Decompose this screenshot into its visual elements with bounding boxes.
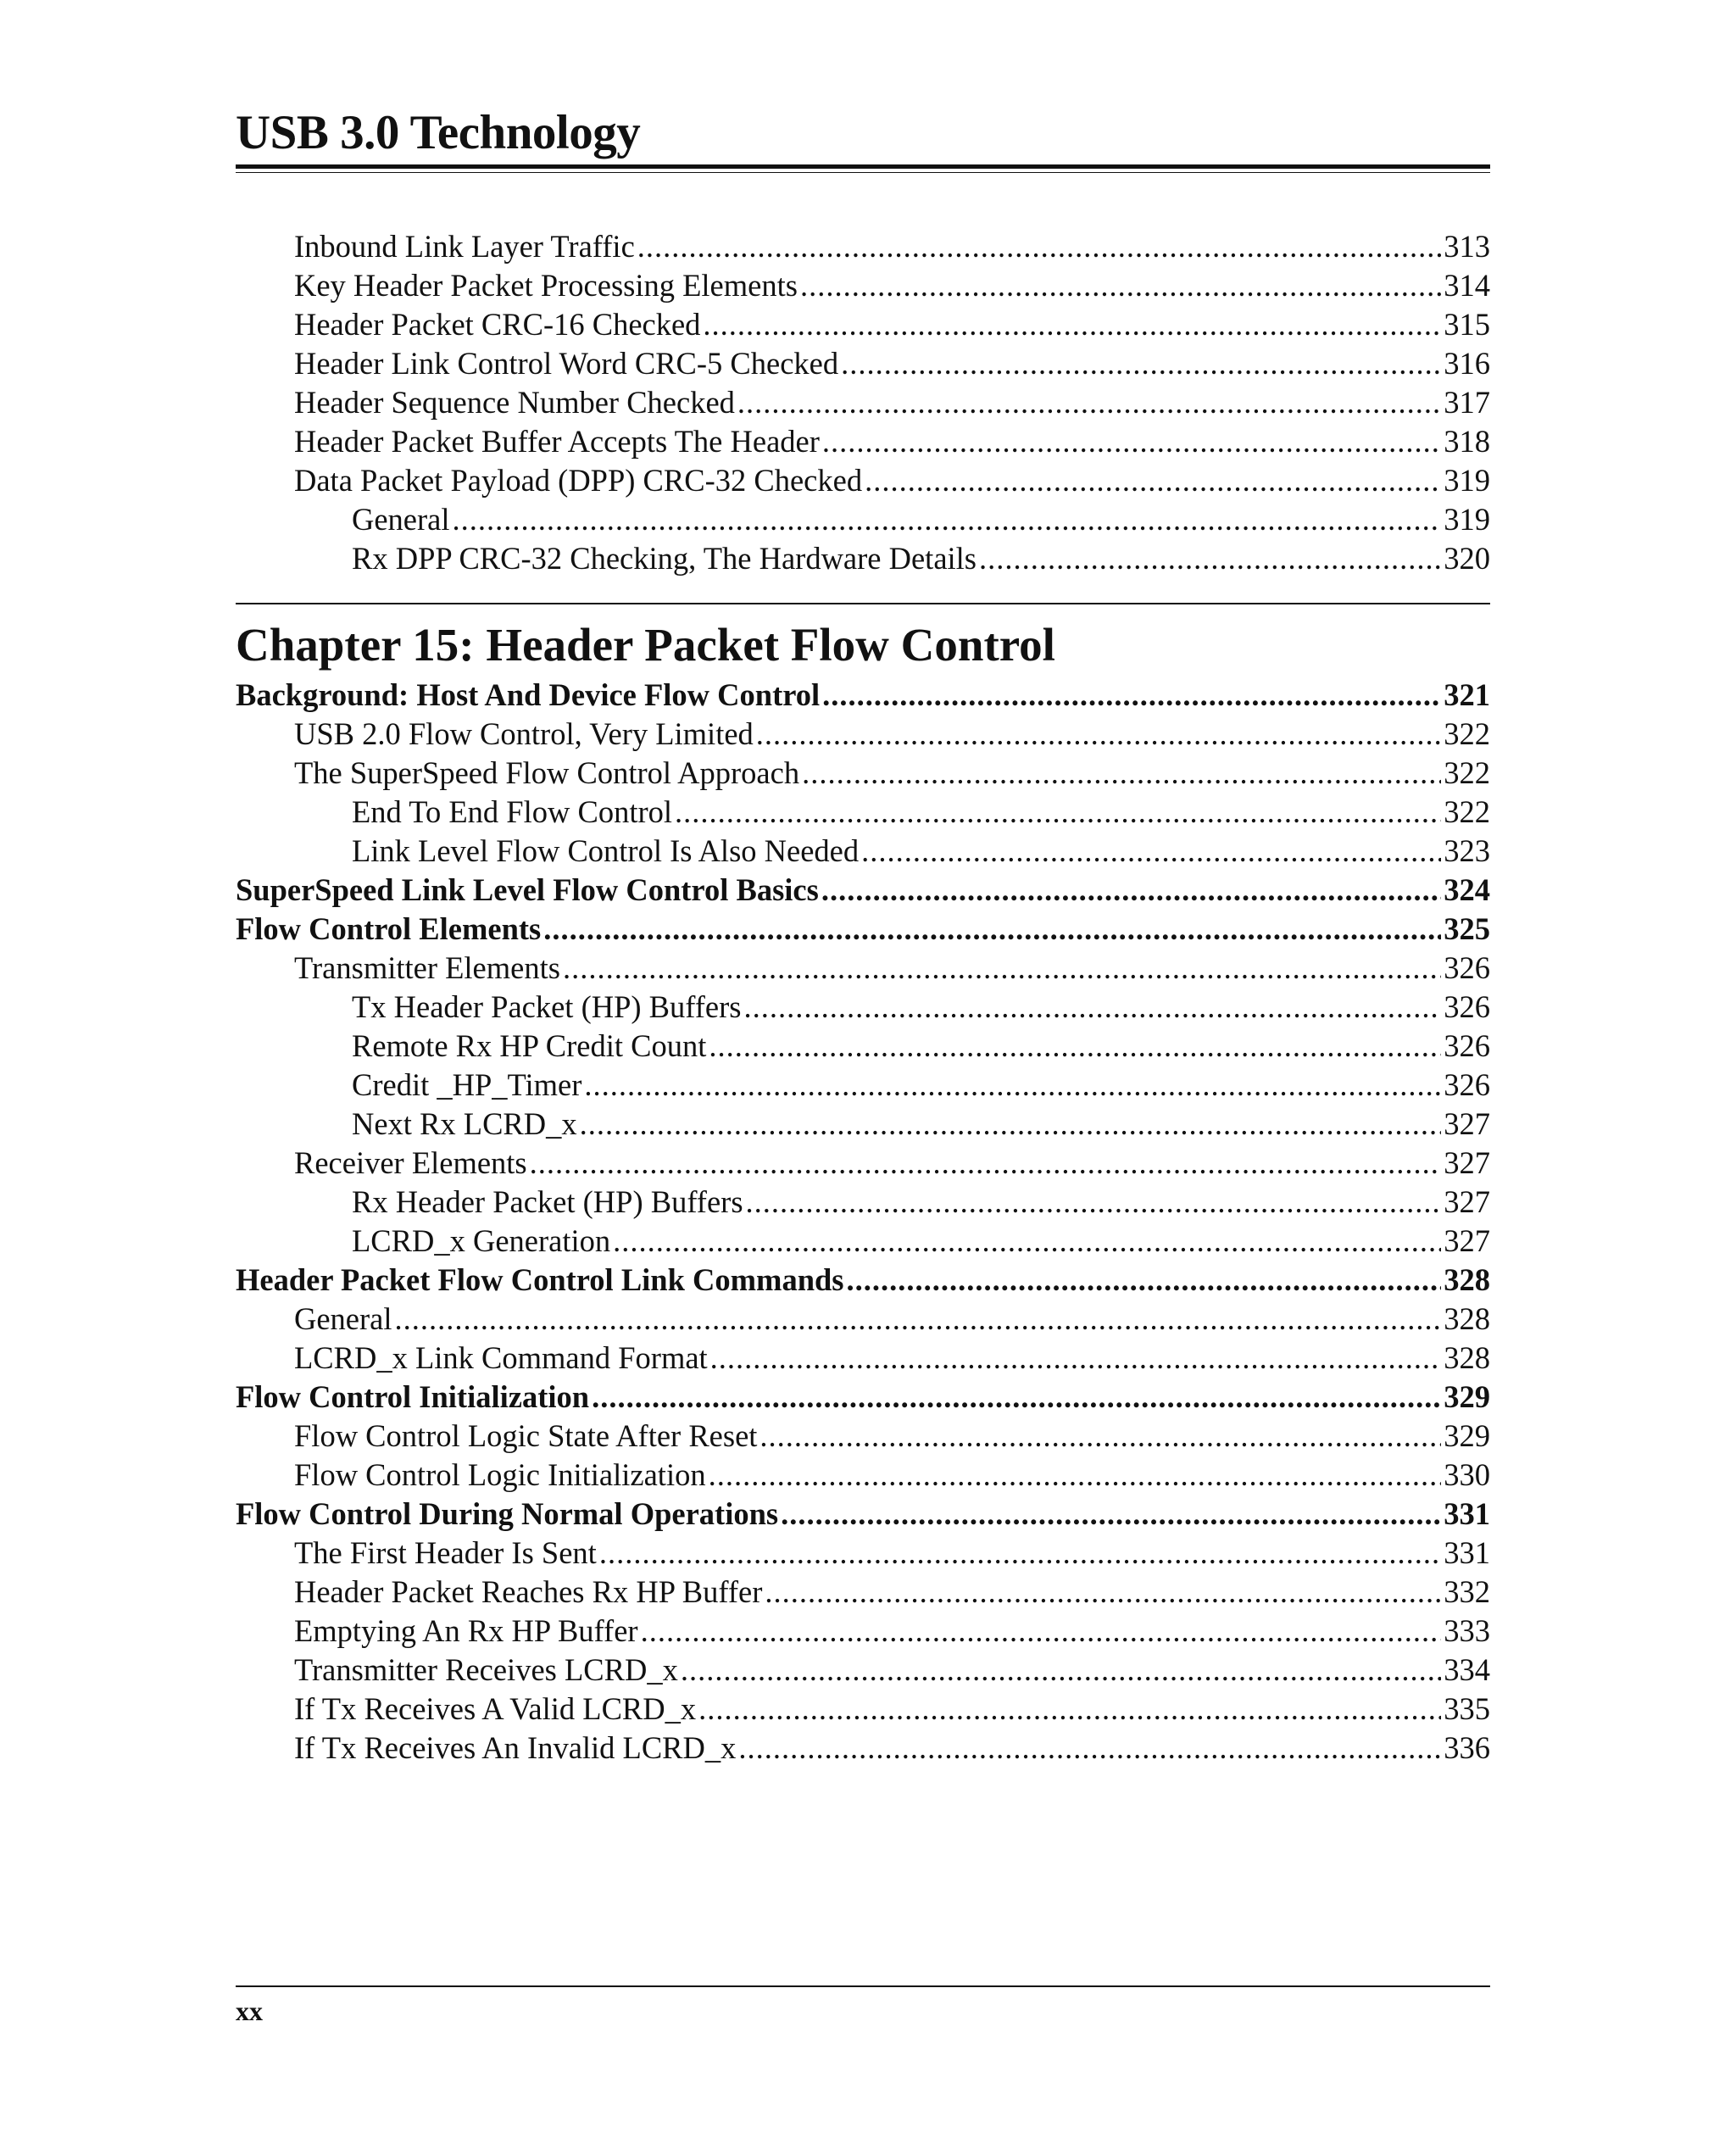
dot-leader (737, 383, 1441, 422)
dot-leader (710, 1339, 1442, 1378)
toc-entry-page: 333 (1444, 1613, 1490, 1648)
toc-entry-title: Credit _HP_Timer (352, 1067, 582, 1102)
toc-entry (236, 1183, 1490, 1222)
dot-leader (580, 1105, 1442, 1144)
chapter-title: Chapter 15: Header Packet Flow Control (236, 619, 1055, 671)
toc-entry (236, 344, 1490, 383)
toc-entry-page: 314 (1444, 268, 1490, 303)
toc-entry (236, 1027, 1490, 1066)
toc-entry-page: 328 (1444, 1301, 1490, 1336)
toc-entry-title: General (352, 502, 450, 537)
toc-entry-title: General (294, 1301, 392, 1336)
dot-leader (637, 227, 1441, 266)
toc-entry-page: 328 (1444, 1262, 1490, 1297)
toc-entry (236, 910, 1490, 949)
toc-entry (236, 1339, 1490, 1378)
toc-entry-page: 320 (1444, 541, 1490, 576)
toc-entry-title: If Tx Receives A Valid LCRD_x (294, 1691, 697, 1726)
toc-entry-title: If Tx Receives An Invalid LCRD_x (294, 1730, 737, 1765)
dot-leader (681, 1651, 1441, 1690)
toc-entry-title: USB 2.0 Flow Control, Very Limited (294, 716, 754, 751)
toc-entry-title: Transmitter Receives LCRD_x (294, 1652, 678, 1687)
toc-entry-title: Rx Header Packet (HP) Buffers (352, 1184, 743, 1219)
toc-entry-title: Header Packet Reaches Rx HP Buffer (294, 1574, 763, 1609)
toc-entry-title: Next Rx LCRD_x (352, 1106, 577, 1141)
toc-entry-page: 328 (1444, 1340, 1490, 1375)
toc-entry-title: Flow Control During Normal Operations (236, 1496, 779, 1531)
dot-leader (641, 1612, 1442, 1651)
toc-entry (236, 1105, 1490, 1144)
dot-leader (675, 793, 1441, 832)
toc-entry-title: Header Packet Flow Control Link Commands (236, 1262, 844, 1297)
toc-entry-title: End To End Flow Control (352, 794, 673, 829)
dot-leader (543, 910, 1441, 949)
toc-entry-title: Link Level Flow Control Is Also Needed (352, 833, 860, 868)
toc-entry (236, 676, 1490, 715)
toc-entry (236, 1729, 1490, 1768)
toc-entry-page: 326 (1444, 1067, 1490, 1102)
dot-leader (841, 344, 1441, 383)
toc-entry-page: 323 (1444, 833, 1490, 868)
toc-entry-page: 313 (1444, 229, 1490, 264)
dot-leader (765, 1573, 1441, 1612)
toc-entry-page: 331 (1444, 1535, 1490, 1570)
toc-entry-title: Receiver Elements (294, 1145, 527, 1180)
toc-entry-page: 336 (1444, 1730, 1490, 1765)
toc-entry-title: The First Header Is Sent (294, 1535, 597, 1570)
toc-entry-page: 330 (1444, 1457, 1490, 1492)
toc-entry (236, 227, 1490, 266)
toc-entry-title: Flow Control Initialization (236, 1379, 590, 1414)
dot-leader (584, 1066, 1441, 1105)
toc-entry-title: Background: Host And Device Flow Control (236, 677, 821, 712)
toc-entry (236, 1495, 1490, 1534)
toc-entry (236, 1222, 1490, 1261)
toc-entry-page: 319 (1444, 463, 1490, 498)
toc-entry-title: Header Packet CRC-16 Checked (294, 307, 701, 342)
dot-leader (760, 1417, 1441, 1456)
toc-entry-title: Header Sequence Number Checked (294, 385, 735, 420)
toc-entry-page: 327 (1444, 1145, 1490, 1180)
toc-entry-page: 319 (1444, 502, 1490, 537)
toc-entry (236, 1612, 1490, 1651)
toc-entry-page: 329 (1444, 1418, 1490, 1453)
toc-entry-page: 324 (1444, 872, 1490, 907)
dot-leader (698, 1690, 1441, 1729)
toc-entry (236, 871, 1490, 910)
toc-entry-title: Header Link Control Word CRC-5 Checked (294, 346, 839, 381)
toc-entry (236, 1690, 1490, 1729)
toc-entry-page: 322 (1444, 755, 1490, 790)
toc-entry-title: The SuperSpeed Flow Control Approach (294, 755, 800, 790)
dot-leader (709, 1027, 1441, 1066)
toc-entry (236, 1144, 1490, 1183)
dot-leader (592, 1378, 1441, 1417)
dot-leader (800, 266, 1441, 305)
toc-entry-page: 315 (1444, 307, 1490, 342)
toc-entry-title: Data Packet Payload (DPP) CRC-32 Checked (294, 463, 863, 498)
toc-entry (236, 793, 1490, 832)
dot-leader (861, 832, 1441, 871)
toc-entry (236, 715, 1490, 754)
running-head: USB 3.0 Technology (236, 106, 641, 159)
toc-entry (236, 988, 1490, 1027)
toc-continued-list (236, 227, 1490, 578)
toc-entry (236, 539, 1490, 578)
toc-entry (236, 754, 1490, 793)
toc-entry-title: Key Header Packet Processing Elements (294, 268, 798, 303)
dot-leader (822, 422, 1441, 461)
toc-entry-title: LCRD_x Link Command Format (294, 1340, 708, 1375)
dot-leader (709, 1456, 1442, 1495)
dot-leader (563, 949, 1441, 988)
dot-leader (979, 539, 1441, 578)
toc-entry-title: Flow Control Elements (236, 911, 542, 946)
dot-leader (822, 676, 1441, 715)
toc-entry-page: 329 (1444, 1379, 1490, 1414)
dot-leader (530, 1144, 1442, 1183)
toc-entry-page: 327 (1444, 1106, 1490, 1141)
toc-entry (236, 832, 1490, 871)
toc-entry (236, 1300, 1490, 1339)
toc-entry-page: 326 (1444, 1028, 1490, 1063)
dot-leader (865, 461, 1441, 500)
toc-entry-title: Tx Header Packet (HP) Buffers (352, 989, 742, 1024)
toc-entry-title: Rx DPP CRC-32 Checking, The Hardware Details (352, 541, 977, 576)
toc-entry (236, 949, 1490, 988)
toc-entry (236, 1573, 1490, 1612)
toc-entry-page: 326 (1444, 989, 1490, 1024)
dot-leader (847, 1261, 1442, 1300)
toc-entry (236, 383, 1490, 422)
toc-entry-title: LCRD_x Generation (352, 1223, 611, 1258)
toc-entry-page: 331 (1444, 1496, 1490, 1531)
toc-entry (236, 1417, 1490, 1456)
toc-entry-title: Remote Rx HP Credit Count (352, 1028, 707, 1063)
toc-entry (236, 305, 1490, 344)
toc-entry (236, 1066, 1490, 1105)
section-rule (236, 603, 1490, 604)
toc-entry (236, 422, 1490, 461)
dot-leader (703, 305, 1441, 344)
toc-entry (236, 500, 1490, 539)
toc-entry-page: 327 (1444, 1184, 1490, 1219)
toc-entry-page: 334 (1444, 1652, 1490, 1687)
toc-entry-page: 321 (1444, 677, 1490, 712)
toc-entry-page: 317 (1444, 385, 1490, 420)
dot-leader (802, 754, 1441, 793)
toc-entry-page: 335 (1444, 1691, 1490, 1726)
toc-entry-title: SuperSpeed Link Level Flow Control Basics (236, 872, 819, 907)
toc-entry (236, 1378, 1490, 1417)
dot-leader (781, 1495, 1441, 1534)
toc-entry-title: Header Packet Buffer Accepts The Header (294, 424, 820, 459)
toc-entry-title: Transmitter Elements (294, 950, 560, 985)
toc-entry-title: Inbound Link Layer Traffic (294, 229, 635, 264)
toc-entry-page: 325 (1444, 911, 1490, 946)
page-number: xx (236, 1996, 263, 2026)
toc-entry-page: 327 (1444, 1223, 1490, 1258)
toc-entry-page: 318 (1444, 424, 1490, 459)
dot-leader (599, 1534, 1441, 1573)
dot-leader (743, 988, 1441, 1027)
toc-entry-title: Emptying An Rx HP Buffer (294, 1613, 638, 1648)
toc-entry-title: Flow Control Logic Initialization (294, 1457, 706, 1492)
dot-leader (756, 715, 1441, 754)
dot-leader (738, 1729, 1441, 1768)
toc-entry-page: 322 (1444, 794, 1490, 829)
dot-leader (453, 500, 1442, 539)
toc-entry-page: 332 (1444, 1574, 1490, 1609)
toc-entry-title: Flow Control Logic State After Reset (294, 1418, 758, 1453)
footer-rule (236, 1985, 1490, 1987)
toc-entry (236, 1261, 1490, 1300)
dot-leader (746, 1183, 1442, 1222)
toc-entry-page: 326 (1444, 950, 1490, 985)
toc-entry (236, 461, 1490, 500)
toc-entry (236, 1534, 1490, 1573)
chapter-toc-list (236, 676, 1490, 1768)
toc-entry (236, 1456, 1490, 1495)
header-rule (236, 164, 1490, 173)
toc-entry-page: 322 (1444, 716, 1490, 751)
dot-leader (821, 871, 1441, 910)
dot-leader (395, 1300, 1442, 1339)
toc-entry (236, 266, 1490, 305)
toc-entry (236, 1651, 1490, 1690)
dot-leader (613, 1222, 1441, 1261)
toc-entry-page: 316 (1444, 346, 1490, 381)
